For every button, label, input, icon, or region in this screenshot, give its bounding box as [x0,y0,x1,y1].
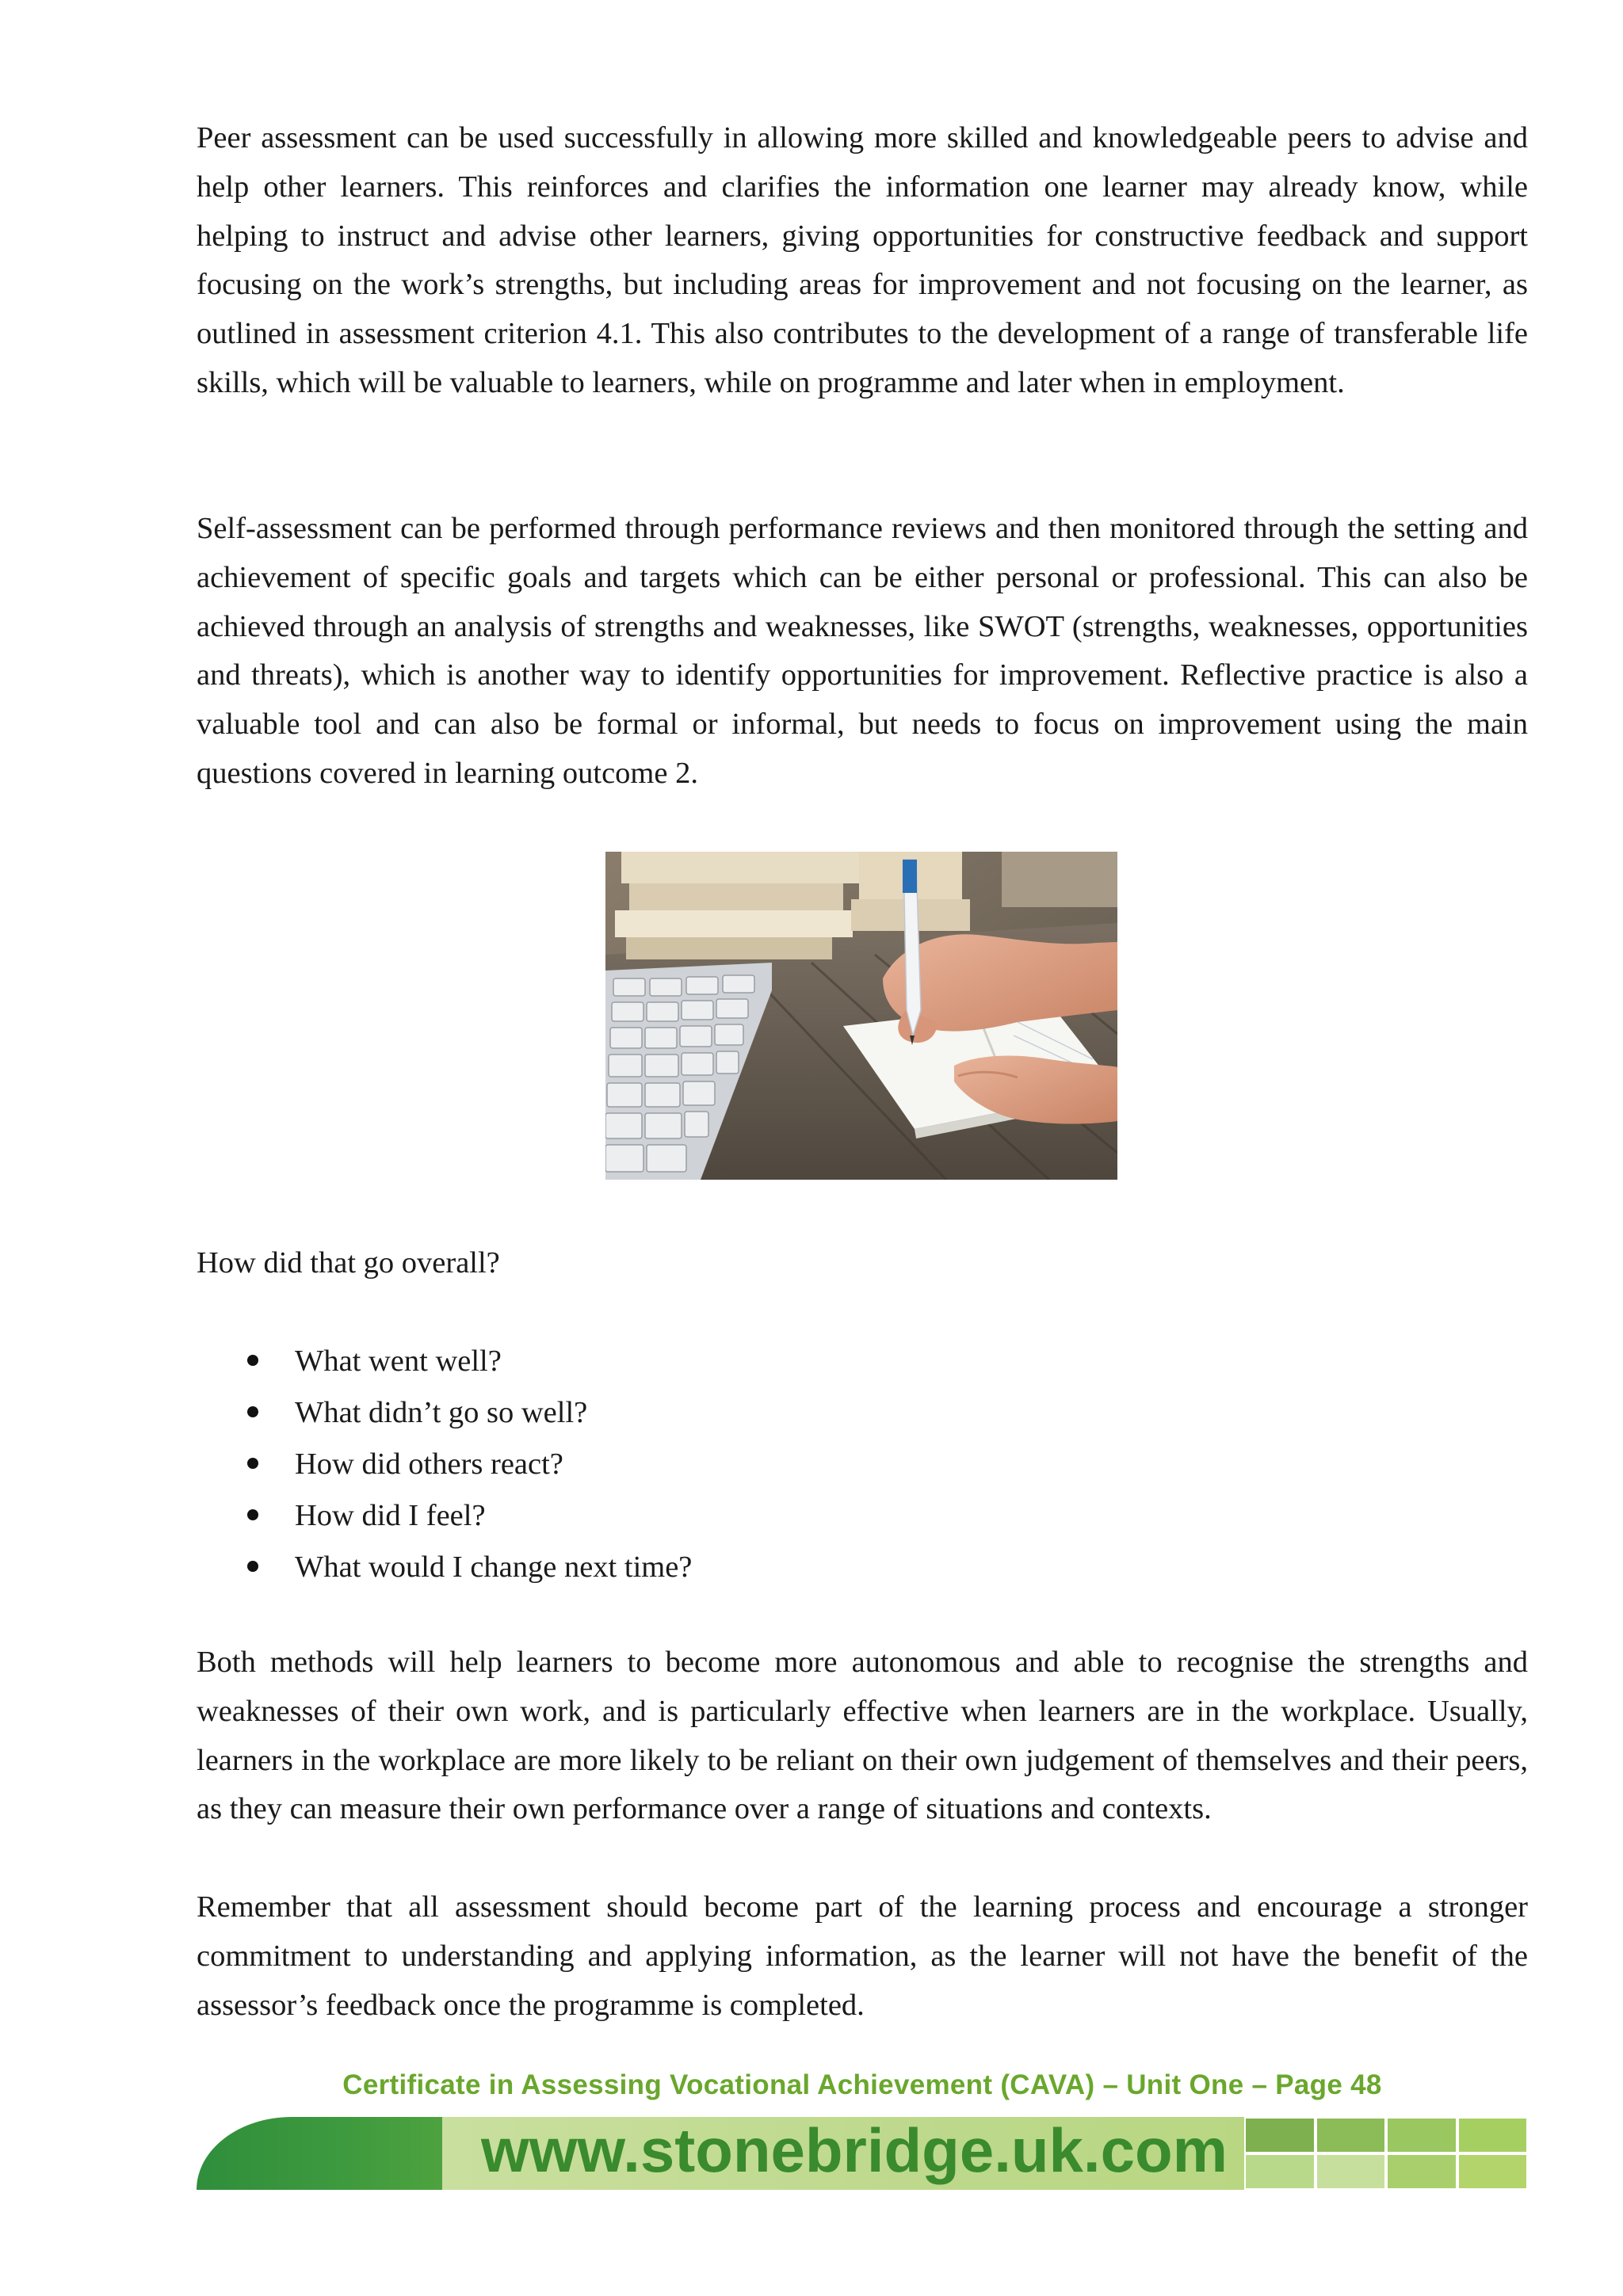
list-item-text: What would I change next time? [295,1550,693,1584]
bullet-icon [247,1509,258,1520]
list-item [197,1337,1148,1389]
list-item [197,1389,1148,1440]
paragraph-both-methods: Both methods will help learners to become more autonomous and able to recognise the strengths and weaknesses of their own work, and is particularly effective when learners are in the workplace. Usually, learners in the workplace are more likely to be reliant on their own judgement of themselves and their peers, as they can measure their own performance over a range of situations and contexts. [197,1646,1528,1826]
list-item-text: What went well? [295,1344,502,1378]
list-item-text: How did others react? [295,1447,563,1481]
list-item-text: What didn’t go so well? [295,1396,588,1429]
paragraph-remember: Remember that all assessment should become part of the learning process and encourage a stronger commitment to understanding and applying information, as the learner will not have the benefit of the assessor’s feedback once the programme is completed. [197,1890,1528,2022]
bullet-icon [247,1458,258,1469]
bullet-icon [247,1355,258,1366]
list-item [197,1543,1148,1595]
paragraph-peer-assessment: Peer assessment can be used successfully in allowing more skilled and knowledgeable peers to advise and help other learners. This reinforces and clarifies the information one learner may already know, while helping to instruct and advise other learners, giving opportunities for constructive feedback and support focusing on the work’s strengths, but including areas for improvement and not focusing on the learner, as outlined in assessment criterion 4.1. This also contributes to the development of a range of transferable life skills, which will be valuable to learners, while on programme and later when in employment. [197,121,1528,399]
footer-caption: Certificate in Assessing Vocational Achievement (CAVA) – Unit One – Page 48 [342,2069,1382,2100]
footer-banner [197,2117,1528,2190]
reflection-question: How did that go overall? [197,1246,500,1280]
paragraph-self-assessment: Self-assessment can be performed through performance reviews and then monitored through the setting and achievement of specific goals and targets which can be either personal or professional. This can also be achieved through an analysis of strengths and weaknesses, like SWOT (strengths, weaknesses, opportunities and threats), which is another way to identify opportunities for improvement. Reflective practice is also a valuable tool and can also be formal or informal, but needs to focus on improvement using the main questions covered in learning outcome 2. [197,512,1528,790]
list-item [197,1440,1148,1492]
bullet-icon [247,1406,258,1417]
writing-photo [605,852,1117,1180]
banner-grid-decoration [1244,2117,1528,2190]
reflection-questions-list [197,1337,1148,1595]
website-link[interactable]: www.stonebridge.uk.com [481,2115,1228,2185]
bullet-icon [247,1561,258,1572]
list-item-text: How did I feel? [295,1499,486,1532]
banner-green-tab [197,2117,442,2190]
list-item [197,1492,1148,1543]
